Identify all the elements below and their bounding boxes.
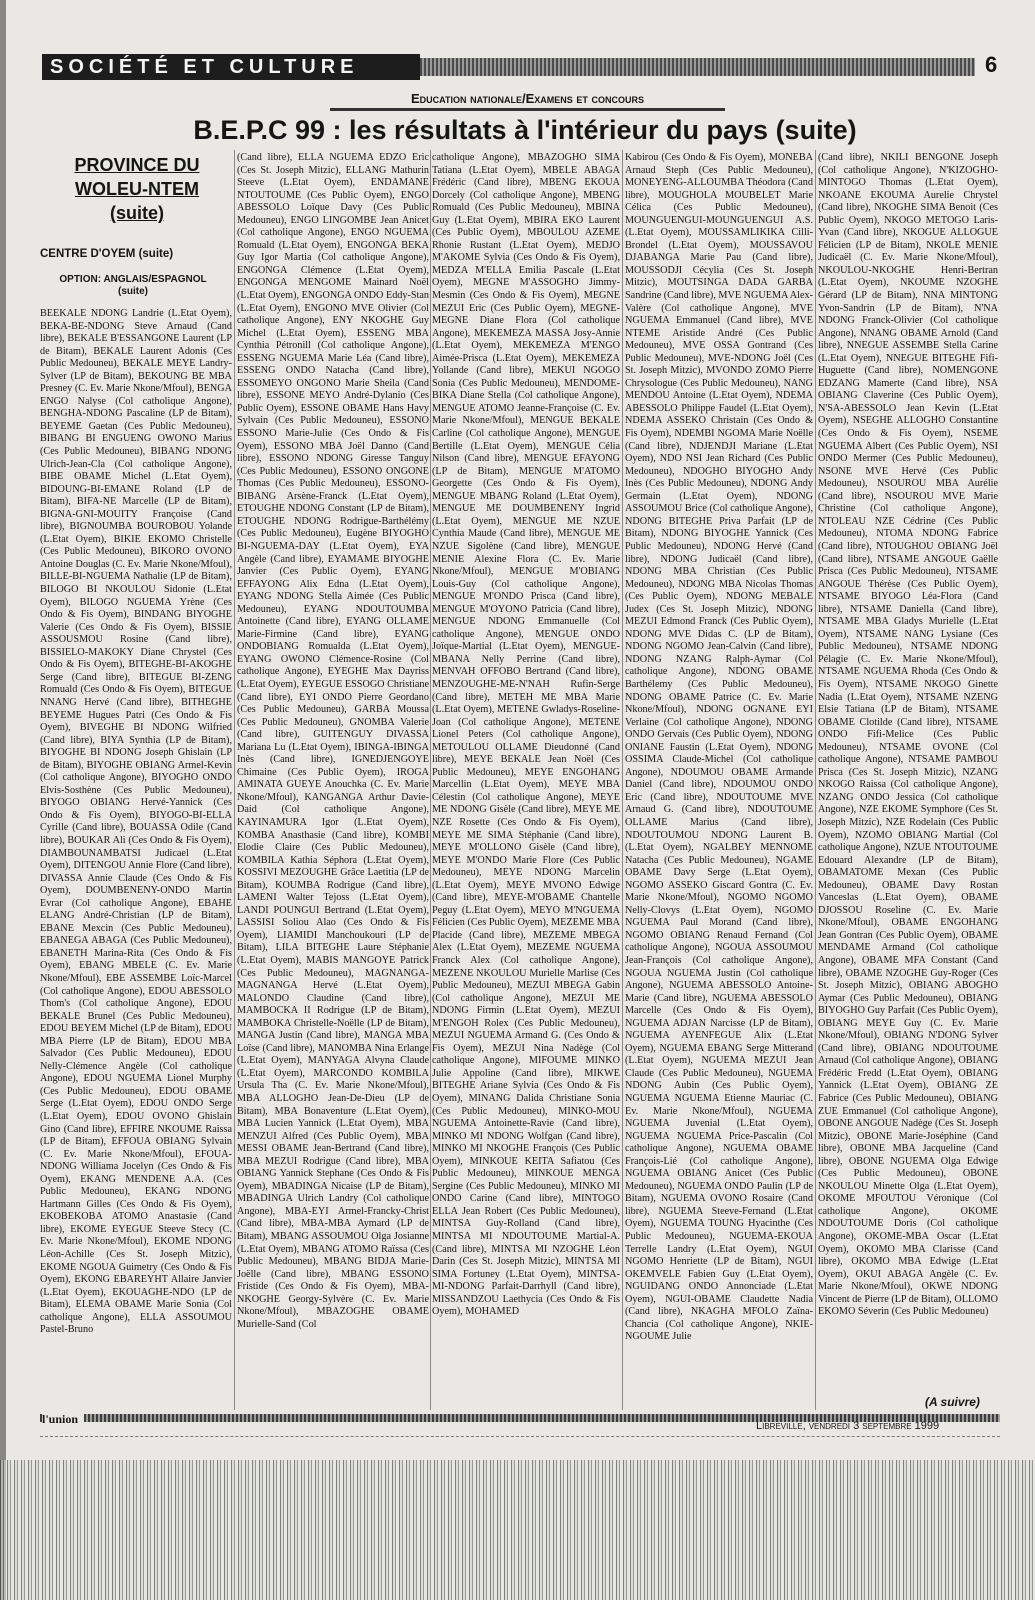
continued-note: (A suivre) <box>925 1395 980 1409</box>
rubric-rule <box>330 108 725 111</box>
column-divider <box>234 150 235 1410</box>
scan-artifact-line <box>40 1436 1000 1438</box>
results-column-5: (Cand libre), NKILI BENGONE Joseph (Col catholique Angone), N'KIZOGHO-MINTOGO Thomas (L.Etat Oyem), NKOANE EKOUMA Aurelie Chrystel (Cand libre), NKOGHE SIMA Benoit (Ces Public Oyem), NKOGO METOGO Laris-Yvan (Cand libre), NKOGUE ALLOGUE Félicien (LP de Bitam), NKOLE MENIE Judicaël (C. Ev. Marie Nkone/Mfoul), NKOULOU-NKOGHE Henri-Bertran (L.Etat Oyem), NKOUME NZOGHE Gérard (LP de Bitam), NNA MINTONG Yvon-Sandrin (LP de Bitam), N'NA NDONG Franck-Olivier (Col catholique Angone), NNANG OBAME Arnold (Cand libre), NNEGUE ASSEMBE Stella Carine (L.Etat Oyem), NNEGUE BITEGHE Fifi-Huguette (Cand libre), NOMENGONE EDZANG Mamerte (Cand libre), NSA OBIANG Claverine (Ces Public Oyem), N'SA-ABESSOLO Jean Kevin (L.Etat Oyem), NSEGHE ALLOGHO Constantine (Ces Ondo & Fis Oyem), NSEME NGUEMA Albert (Ces Public Oyem), NSI ONDO Mermer (Ces Public Medouneu), NSONE MVE Hervé (Ces Public Medouneu), NSOUROU MBA Aurélie (Cand libre), NSOUROU MVE Marie Christine (Col catholique Angone), NTOLEAU NZE Cédrine (Ces Public Medouneu), NTOMA NDONG Fabrice (Cand libre), NTOUGHOU OBIANG Joël (Cand libre), NTSAME ANGOUE Gaëlle Prisca (Ces Public Medouneu), NTSAME ANGOUE Thérèse (Ces Public Oyem), NTSAME BIYOGO Léa-Flora (Cand libre), NTSAME Daniella (Cand libre), NTSAME MBA Gladys Murielle (L.Etat Oyem), NTSAME NANG Lysiane (Ces Public Medouneu), NTSAME NDONG Pélagie (C. Ev. Marie Nkone/Mfoul), NTSAME NGUEMA Rhoda (Ces Ondo & Fis Oyem), NTSAME NKOGO Ginette Nadia (L.Etat Oyem), NTSAME NZENG Elsie Tatiana (LP de Bitam), NTSAME OBAME Clotilde (Cand libre), NTSAME ONDO Fifi-Melice (Ces Public Medouneu), NTSAME OVONE (Col catholique Angone), NTSAME PAMBOU Prisca (Ces St. Joseph Mitzic), NZANG NKOGO Raissa (Col catholique Angone), NZANG ONDO Jessica (Col catholique Angone), NZE EKOME Symphore (Ces St. Joseph Mitzic), NZE Rodelain (Ces Public Oyem), NZOMO OBIANG Martial (Col catholique Angone), NZUE NTOUTOUME Edouard Alexandre (LP de Bitam), OBAMATOME Mexan (Ces Public Medouneu), OBAME Davy Rostan Vanceslas (L.Etat Oyem), OBAME DJOSSOU Roseline (C. Ev. Marie Nkone/Mfoul), OBAME ENGOHANG Jean Gontran (Ces Public Oyem), OBAME MENDAME Armand (Col catholique Angone), OBAME MFA Constant (Cand libre), OBAME NZOGHE Guy-Roger (Ces St. Joseph Mitzic), OBIANG ABOGHO Aymar (Ces Public Medouneu), OBIANG BIYOGHO Guy Parfait (Ces Public Oyem), OBIANG MEYE Guy (C. Ev. Marie Nkone/Mfoul), OBIANG N'DONG Sylver (Cand libre), OBIANG NDOUTOUME Arnaud (Col catholique Angone), OBIANG Frédéric Fredd (L.Etat Oyem), OBIANG Yannick (L.Etat Oyem), OBIANG ZE Fabrice (Ces Public Medouneu), OBIANG ZUE Emmanuel (Col catholique Angone), OBONE ANGOUE Nadège (Ces St. Joseph Mitzic), OBONE Marie-Joséphine (Cand libre), OBONE MBA Jacqueline (Cand libre), OBONE NGUEMA Olga Edwige (Ces Public Medouneu), OBONE NKOULOU Minette Olga (L.Etat Oyem), OKOME MFOUTOU Véronique (Col catholique Angone), OKOME NDOUTOUME Doris (Col catholique Angone), OKOME-MBA Oscar (L.Etat Oyem), OKOMO MBA Clarisse (Cand libre), OKOMO MBA Edwige (L.Etat Oyem), OKUI ABAGA Angèle (C. Ev. Marie Nkone/Mfoul), OKWE NDONG Vincent de Pierre (LP de Bitam), OLLOMO EKOMO Séverin (Ces Public Medouneu) <box>818 152 998 1318</box>
scan-noise-band <box>0 1460 1035 1600</box>
column-divider <box>622 150 623 1410</box>
section-banner <box>42 54 420 80</box>
rubric: Education nationale/Examens et concours <box>411 91 644 106</box>
section-title: SOCIÉTÉ ET CULTURE <box>50 56 359 78</box>
results-column-1: BEEKALE NDONG Landrie (L.Etat Oyem), BEKA-BE-NDONG Steve Arnaud (Cand libre), BEKALE B'ESSANGONE Laurent (LP de Bitam), BEKALE Laurent Adonis (Ces Public Medouneu), BEKALE MEYE Landry-Sylver (LP de Bitam), BEKOUNG BE MBA Presney (C. Ev. Marie Nkone/Mfoul), BENGA ENGO Nalyse (Col catholique Angone), BENGHA-NDONG Pascaline (LP de Bitam), BEYEME Gaetan (Ces Public Medouneu), BIBANG BI ENGUENG OWONO Marius (Ces Public Medouneu), BIBANG NDONG Ulrich-Jean-Cla (Col catholique Angone), BIBE OBAME Michel (L.Etat Oyem), BIDOUNG-BI-EMANE Roland (LP de Bitam), BIFA-NE Marcelle (LP de Bitam), BIGNA-GNI-MOUITY Françoise (Cand libre), BIGNOUMBA BOUROBOU Yolande (L.Etat Oyem), BIKIE EKOMO Christelle (Ces Public Medouneu), BIKORO OVONO Antoine Douglas (C. Ev. Marie Nkone/Mfoul), BILLE-BI-NGUEMA Nathalie (LP de Bitam), BILOGO BI NKOULOU Sidonie (L.Etat Oyem), BILOGO NGUEMA Yrène (Ces Ondo & Fis Oyem), BINDANG BIYOGHE Valerie (Ces Ondo & Fis Oyem), BISSIE ASSOUSMOU Rosine (Cand libre), BISSIELO-MAKOKY Diane Chrystel (Ces Ondo & Fis Oyem), BITEGHE-BI-AKOGHE Serge (Cand libre), BITEGUE BI-ZENG Romuald (Ces Ondo & Fis Oyem), BITEGUE NNANG Hervé (Cand libre), BITHEGHE BEYEME Hugues Patri (Ces Ondo & Fis Oyem), BIVEGHE BI NDONG Wilfried (Cand libre), BIYA Synthia (LP de Bitam), BIYOGHE BI NDONG Joseph Ghislain (LP de Bitam), BIYOGHE OBIANG Armel-Kevin (Col catholique Angone), BIYOGHO ONDO Elvis-Sosthène (Ces Public Medouneu), BIYOGO OBIANG Hervé-Yannick (Ces Ondo & Fis Oyem), BIYOGO-BI-ELLA Cyrille (Cand libre), BOUASSA Odile (Cand libre), BOUKAR Ali (Ces Ondo & Fis Oyem), DIAMBOUNAMBATSI Judicael (L.Etat Oyem), DITENGOU Annie Flore (Cand libre), DIVASSA Annie Claude (Ces Ondo & Fis Oyem), DOUMBENENY-ONDO Martin Evrar (Col catholique Angone), EBAHE ELANG André-Christian (LP de Bitam), EBANE Mexcin (Ces Public Medouneu), EBANEGA ABAGA (Ces Public Medouneu), EBANETH Marina-Rita (Ces Ondo & Fis Oyem), EBANG MBELE (C. Ev. Marie Nkone/Mfoul), EBE ASSEMBE Loïc-Marcel (Col catholique Angone), EDOU ABESSOLO Thom's (Col catholique Angone), EDOU BEKALE Brunel (Ces Public Medouneu), EDOU BEYEM Michel (LP de Bitam), EDOU MBA Pierre (LP de Bitam), EDOU MBA Salvador (Ces Public Medouneu), EDOU Nelly-Clémence Angèle (Col catholique Angone), EDOU NGUEMA Lionel Murphy (Ces Public Medouneu), EDOU OBAME Serge (L.Etat Oyem), EDOU ONDO Serge (L.Etat Oyem), EDOU OVONO Ghislain Gino (Cand libre), EFFIRE NKOUME Raissa (LP de Bitam), EFFOUA OBIANG Sylvain (C. Ev. Marie Nkone/Mfoul), EFOUA-NDONG Williama Jocelyn (Ces Ondo & Fis Oyem), EKANG MENDENE A.A. (Ces Public Medouneu), EKANG NDONG Hartmann Gilles (Ces Ondo & Fis Oyem), EKOBEKOBA ATOMO Anastasie (Cand libre), EKOME EYEGUE Steeve Stecy (C. Ev. Marie Nkone/Mfoul), EKOME NDONG Léon-Achille (Ces St. Joseph Mitzic), EKOME NGOUA Guimetry (Ces Ondo & Fis Oyem), EKONG EBAREYHT Allaire Janvier (L.Etat Oyem), EKOUAGHE-NDO (LP de Bitam), ELEMA OBAME Marie Sonia (Col catholique Angone), ELLA ASSOUMOU Pastel-Bruno <box>40 308 232 1336</box>
centre-heading: CENTRE D'OYEM (suite) <box>40 248 174 260</box>
section-rule <box>420 58 975 76</box>
results-column-2: (Cand libre), ELLA NGUEMA EDZO Eric (Ces St. Joseph Mitzic), ELLANG Mathurin Steeve (L.Etat Oyem), ENDAMANE NTOUTOUME (Ces Public Oyem), ENGO ABESSOLO Loïque Davy (Ces Public Medouneu), ENGO LINGOMBE Jean Anicet (Col catholique Angone), ENGO NGUEMA Romuald (L.Etat Oyem), ENGONGA BEKA Guy Igor Martia (Col catholique Angone), ENGONGA Clémence (L.Etat Oyem), ENGONGA MENGOME Mainard Noël (L.Etat Oyem), ENGONGA ONDO Eddy-Stan (L.Etat Oyem), ENGONO MVE Olivier (Col catholique Angone), ENY NKOGHE Guy Michel (L.Etat Oyem), ESSENG MBA Cynthia Pétronill (Col catholique Angone), ESSENG NGUEMA Marie Léa (Cand libre), ESSENG ONDO Natacha (Cand libre), ESSOMEYO ONGONO Marie Sheila (Cand libre), ESSONE MEYO André-Dylanio (Ces Public Oyem), ESSONE OBAME Hans Havy Sylvain (Ces Public Medouneu), ESSONO ESSONO Marie-Julie (Ces Ondo & Fis Oyem), ESSONO MBA Joël Danno (Cand libre), ESSONO NDONG Giresse Tanguy (Ces Public Medouneu), ESSONO ONGONE Thomas (Ces Public Medouneu), ESSONO-BIBANG Arsène-Franck (L.Etat Oyem), ETOUGHE NDONG Constant (LP de Bitam), ETOUGHE NDONG Rodrigue-Barthélémy (Ces Public Medouneu), Eugène BIYOGHO BI-NGUEMA-DAY (L.Etat Oyem), EYA Angèle (Cand libre), EYAMAME BIYOGHE Janvier (Ces Public Oyem), EYANG EFFAYONG Alix Edna (L.Etat Oyem), EYANG NDONG Stella Aimée (Ces Public Medouneu), EYANG NDOUTOUMBA Antoinette (Cand libre), EYANG OLLAME Marie-Firmine (Cand libre), EYANG ONDOBIANG Romualda (L.Etat Oyem), EYANG OWONO Clémence-Rosine (Col catholique Angone), EYEGHE Max Dayriss (L.Etat Oyem), EYEGUE ESSOGO Christiane (Cand libre), EYI ONDO Pierre Geordano (Ces Public Medouneu), GARBA Moussa (Ces Public Medouneu), GNOMBA Valerie (Cand libre), GUITENGUY DIVASSA Mariana Lu (L.Etat Oyem), IBINGA-IBINGA Inès (Cand libre), IGNEDJENGOYE Chimaine (Ces Public Oyem), IROGA AMINATA GUEYE Anouchka (C. Ev. Marie Nkone/Mfoul), KANGANGA Arthur Davie-Daid (Col catholique Angone), KAYINAMURA Igor (L.Etat Oyem), KOMBA Anasthasie (Cand libre), KOMBI Elodie Claire (Ces Public Medouneu), KOMBILA Kathia Séphora (L.Etat Oyem), KOSSIVI MEZOUGHE Grâce Laetitia (LP de Bitam), KOUMBA Rodrigue (Cand libre), LAMENI Walter Tejoss (L.Etat Oyem), LANDI POUNGUI Bertrand (L.Etat Oyem), LASSISI Soliou Alao (Ces Ondo & Fis Oyem), LIAMIDI Manchoukouri (LP de Bitam), LILA BITEGHE Laure Stéphanie (L.Etat Oyem), MABIS MANGOYE Patrick (Ces Public Medouneu), MAGNANGA-MAGNANGA Hervé (L.Etat Oyem), MALONDO Claudine (Cand libre), MAMBOCKA II Rodrigue (LP de Bitam), MAMBOKA Christelle-Noëlle (LP de Bitam), MANGA Justin (Cand libre), MANGA MBA Loïse (Cand libre), MANOMBA Nina Erlange (L.Etat Oyem), MANYAGA Alvyna Claude (L.Etat Oyem), MARCONDO KOMBILA Ursula Tha (C. Ev. Marie Nkone/Mfoul), MBA ALLOGHO Jean-De-Dieu (LP de Bitam), MBA Bonaventure (L.Etat Oyem), MBA Lucien Yannick (L.Etat Oyem), MBA MENZUI Alfred (Ces Public Oyem), MBA MESSI OBAME Jean-Bertrand (Cand libre), MBA MEZUI Rodrigue (Cand libre), MBA OBIANG Yannick Stephane (Ces Ondo & Fis Oyem), MBADINGA Nicaise (LP de Bitam), MBADINGA Ulrich Landry (Col catholique Angone), MBA-EYI Armel-Francky-Christ (Cand libre), MBA-MBA Aymard (LP de Bitam), MBANG ASSOUMOU Olga Josianne (L.Etat Oyem), MBANG ATOMO Raïssa (Ces Public Medouneu), MBANG BIDJA Marie-Joëlle (Cand libre), MBANG ESSONO Fristide (Ces Ondo & Fis Oyem), MBA-NKOGHE Georgy-Sylvère (C. Ev. Marie Nkone/Mfoul), MBAZOGHE OBAME Murielle-Sand (Col <box>237 152 429 1330</box>
results-column-4: Kabirou (Ces Ondo & Fis Oyem), MONEBA Arnaud Steph (Ces Public Medouneu), MONEYENG-ALLOUMBA Théodora (Cand libre), MOUGHOLA MOUBELET Marie Célica (Ces Public Medouneu), MOUNGUENGUI-MOUNGUENGUI A.S. (L.Etat Oyem), MOUSSAMLIKIKA Cilli-Brondel (L.Etat Oyem), MOUSSAVOU DJABANGA Marie Pau (Cand libre), MOUSSODJI Cécylia (Ces St. Joseph Mitzic), MOUTSINGA DADA GARBA Sandrine (Cand libre), MVE NGUEMA Alex-Valère (Col catholique Angone), MVE NGUEMA Emmanuel (Cand libre), MVE NTEME Aristide André (Ces Public Medouneu), MVE OSSA Gontrand (Ces Public Medouneu), MVE-NDONG Joël (Ces St. Joseph Mitzic), MVONDO ZOMO Pierre Chrysologue (Ces Public Medouneu), NANG MENDOU Antoine (L.Etat Oyem), NDEMA ABESSOLO Philippe Faudel (L.Etat Oyem), NDEMA ASSEKO Christain (Ces Ondo & Fis Oyem), NDEMBI NGOMA Marie Noëlle (Cand libre), NDJENDJI Mariane (L.Etat Oyem), NDO NSI Jean Richard (Ces Public Medouneu), NDOGHO BIYOGHO Andy Inès (Ces Public Medouneu), NDONG Andy Germain (L.Etat Oyem), NDONG ASSOUMOU Brice (Col catholique Angone), NDONG BITEGHE Priva Parfait (LP de Bitam), NDONG BIYOGHE Yannick (Ces Public Medouneu), NDONG Hervé (Cand libre), NDONG Judicaël (Cand libre), NDONG MBA Christian (Ces Public Medouneu), NDONG MBA Nicolas Thomas (Ces Public Oyem), NDONG MEBALE Judex (Ces St. Joseph Mitzic), NDONG MEZUI Edmond Franck (Ces Public Oyem), NDONG MVE Didas C. (LP de Bitam), NDONG NGOMO Jean-Calvin (Cand libre), NDONG NZANG Ralph-Aymar (Col catholique Angone), NDONG OBAME Barthélemy (Ces Public Medouneu), NDONG OBAME Patrice (C. Ev. Marie Nkone/Mfoul), NDONG OGNANE EYI Verlaine (Col catholique Angone), NDONG ONDO Gervais (Ces Public Oyem), NDONG ONIANE Faustin (L.Etat Oyem), NDONG OSSIMA Claude-Michel (Col catholique Angone), NDOUMOU OBAME Armande Daniel (Cand libre), NDOUMOU ONDO Eric (Cand libre), NDOUTOUME MVE Arnaud G. (Cand libre), NDOUTOUME OLLAME Marius (Cand libre), NDOUTOUMOU NDONG Laurent B. (L.Etat Oyem), NGALBEY MENNOME Natacha (Ces Public Medouneu), NGAME OBAME Davy Serge (L.Etat Oyem), NGOMO ASSEKO Giscard Gontra (C. Ev. Marie Nkone/Mfoul), NGOMO NGOMO Nelly-Clovys (L.Etat Oyem), NGOMO NGUEMA Paul Morand (Cand libre), NGOMO OBIANG Renaud Fernand (Col catholique Angone), NGOUA ASSOUMOU Jean-François (Col catholique Angone), NGOUA NGUEMA Justin (Col catholique Angone), NGUEMA ABESSOLO Antoine-Marie (Cand libre), NGUEMA ABESSOLO Marcelle (Ces Ondo & Fis Oyem), NGUEMA ADJAN Narcisse (LP de Bitam), NGUEMA AYENFEGUE Alix (L.Etat Oyem), NGUEMA EBANG Serge Mitterand (L.Etat Oyem), NGUEMA MEZUI Jean Claude (Ces Public Medouneu), NGUEMA NDONG Aubin (Ces Public Oyem), NGUEMA NGUEMA Etienne Mauriac (C. Ev. Marie Nkone/Mfoul), NGUEMA NGUEMA Juvenial (L.Etat Oyem), NGUEMA NGUEMA Price-Pascalin (Col catholique Angone), NGUEMA OBAME François-Lié (Col catholique Angone), NGUEMA OBIANG Anicet (Ces Public Medouneu), NGUEMA ONDO Paulin (LP de Bitam), NGUEMA OVONO Rosaire (Cand libre), NGUEMA Steeve-Fernand (L.Etat Oyem), NGUEMA TOUNG Hyacinthe (Ces Public Medouneu), NGUEMA-EKOUA Terrelle Landry (L.Etat Oyem), NGUI NGOMO Henriette (LP de Bitam), NGUI OKEMVELE Fabien Guy (L.Etat Oyem), NGUIDANG ONDO Annonciade (L.Etat Oyem), NGUI-OBAME Claudette Nadia (Cand libre), NKAGHA MFOLO Zaïna-Chancia (Col catholique Angone), NKIE-NGOUME Julie <box>625 152 813 1343</box>
newspaper-name: l'union <box>42 1412 84 1427</box>
scan-edge <box>0 0 6 1600</box>
province-heading: PROVINCE DU WOLEU-NTEM (suite) <box>74 155 200 223</box>
results-column-3: catholique Angone), MBAZOGHO SIMA Tatiana (L.Etat Oyem), MBELE ABAGA Frédéric (Cand libre), MBENG EKOUA Dorcely (Col catholique Angone), MBENG Romuald (Ces Public Medouneu), MBINA Guy (L.Etat Oyem), MBIRA EKO Laurent (Ces Public Oyem), MBOULOU AZEME Rhonie Rustant (L.Etat Oyem), MEDJO M'AKOME Sylvia (Ces Ondo & Fis Oyem), MEDZA M'ELLA Emilia Pascale (L.Etat Oyem), MEGNE M'ASSOGHO Jimmy-Mesmin (Ces Ondo & Fis Oyem), MEGNE MEZUI Eric (Ces Public Oyem), MEGNE-MEGNE Diane Flora (Col catholique Angone), MEKEMEZA MASSA Josy-Annie (L.Etat Oyem), MEKEMEZA M'ENGO Aimée-Prisca (L.Etat Oyem), MEKEMEZA Yollande (Cand libre), MEKUI NGOGO Sonia (Ces Public Medouneu), MENDOME-BIKA Diane Stella (Col catholique Angone), MENGUE ATOMO Jeanne-Françoise (C. Ev. Marie Nkone/Mfoul), MENGUE BEKALE Carline (Col catholique Angone), MENGUE Bertille (L.Etat Oyem), MENGUE Célia Nilson (Cand libre), MENGUE EFAYONG (LP de Bitam), MENGUE M'ATOMO Georgette (Ces Ondo & Fis Oyem), MENGUE MBANG Roland (L.Etat Oyem), MENGUE ME DOUMBENENY Ingrid (L.Etat Oyem), MENGUE ME NZUE Cynthia Maude (Cand libre), MENGUE ME NZUE Sigolène (Cand libre), MENGUE MENIE Alexine Flora (C. Ev. Marie Nkone/Mfoul), MENGUE M'OBIANG Louis-Guy (Col catholique Angone), MENGUE M'ONDO Prisca (Cand libre), MENGUE M'OYONO Patricia (Cand libre), MENGUE NDONG Emmanuelle (Col catholique Angone), MENGUE ONDO Joïque-Martial (L.Etat Oyem), MENGUE-MBANA Nelly Perrine (Cand libre), MENVAH OFFOBO Bertrand (Cand libre), MENZOUGHE-ME-N'NAH Rufin-Serge (Cand libre), METEH ME MBA Marie (L.Etat Oyem), METENE Gwladys-Roseline-Joan (Col catholique Angone), METENE Lionel Peters (Col catholique Angone), METOULOU OLLAME Dieudonné (Cand libre), MEYE BEKALE Jean Noël (Ces Public Medouneu), MEYE ENGOHANG Marcellin (L.Etat Oyem), MEYE MBA Célestin (Col catholique Angone), MEYE ME NDONG Gisèle (Cand libre), MEYE ME NZE Rosette (Ces Ondo & Fis Oyem), MEYE ME SIMA Stéphanie (Cand libre), MEYE M'OLLONO Gisèle (Cand libre), MEYE M'ONDO Marie Flore (Ces Public Medouneu), MEYE NDONG Marcelin (L.Etat Oyem), MEYE MVONO Edwige (Cand libre), MEYE-M'OBAME Chantelle Peguy (L.Etat Oyem), MEYO M'NGUEMA Félicien (Ces Public Oyem), MEZEME MBA Placide (Cand libre), MEZEME MBEGA Alex (L.Etat Oyem), MEZEME NGUEMA Franck Alex (Col catholique Angone), MEZENE NKOULOU Murielle Marlise (Ces Public Medouneu), MEZUI MBEGA Gabin (Col catholique Angone), MEZUI ME NDONG Firmin (L.Etat Oyem), MEZUI M'ENGOH Rolex (Ces Public Medouneu), MEZUI NGUEMA Armand G. (Ces Ondo & Fis Oyem), MEZUI Nina Nadège (Col catholique Angone), MIFOUME MINKO Julie Appoline (Cand libre), MIKWE BITEGHE Ariane Sylvia (Ces Ondo & Fis Oyem), MINANG Dalida Christiane Sonia (Ces Public Medouneu), MINKO-MOU NGUEMA Antoinette-Ravie (Cand libre), MINKO MI NDONG Wolfgan (Cand libre), MINKO MI NKOGHE François (Ces Public Oyem), MINKOUE KEITA Safiatou (Ces Public Medouneu), MINKOUE MENGA Sergine (Ces Public Medouneu), MINKO MI ONDO Carine (Cand libre), MINTOGO ELLA Jean Robert (Ces Public Medouneu), MINTSA Guy-Rolland (Cand libre), MINTSA MI NDOUTOUME Martial-A. (Cand libre), MINTSA MI NZOGHE Léon Darin (Ces St. Joseph Mitzic), MINTSA MI SIMA Fortuney (L.Etat Oyem), MINTSA-MI-NDONG Parfait-Darrhyll (Cand libre), MISSANDZOU Laethycia (Ces Ondo & Fis Oyem), MOHAMED <box>432 152 620 1318</box>
page-number: 6 <box>985 52 998 77</box>
column-divider <box>815 150 816 1410</box>
option-heading: OPTION: ANGLAIS/ESPAGNOL (suite) <box>59 274 207 297</box>
column-divider <box>430 150 431 1410</box>
headline: B.E.P.C 99 : les résultats à l'intérieur du pays (suite) <box>193 115 857 145</box>
dateline: Libreville, vendredi 3 septembre 1999 <box>756 1420 940 1432</box>
